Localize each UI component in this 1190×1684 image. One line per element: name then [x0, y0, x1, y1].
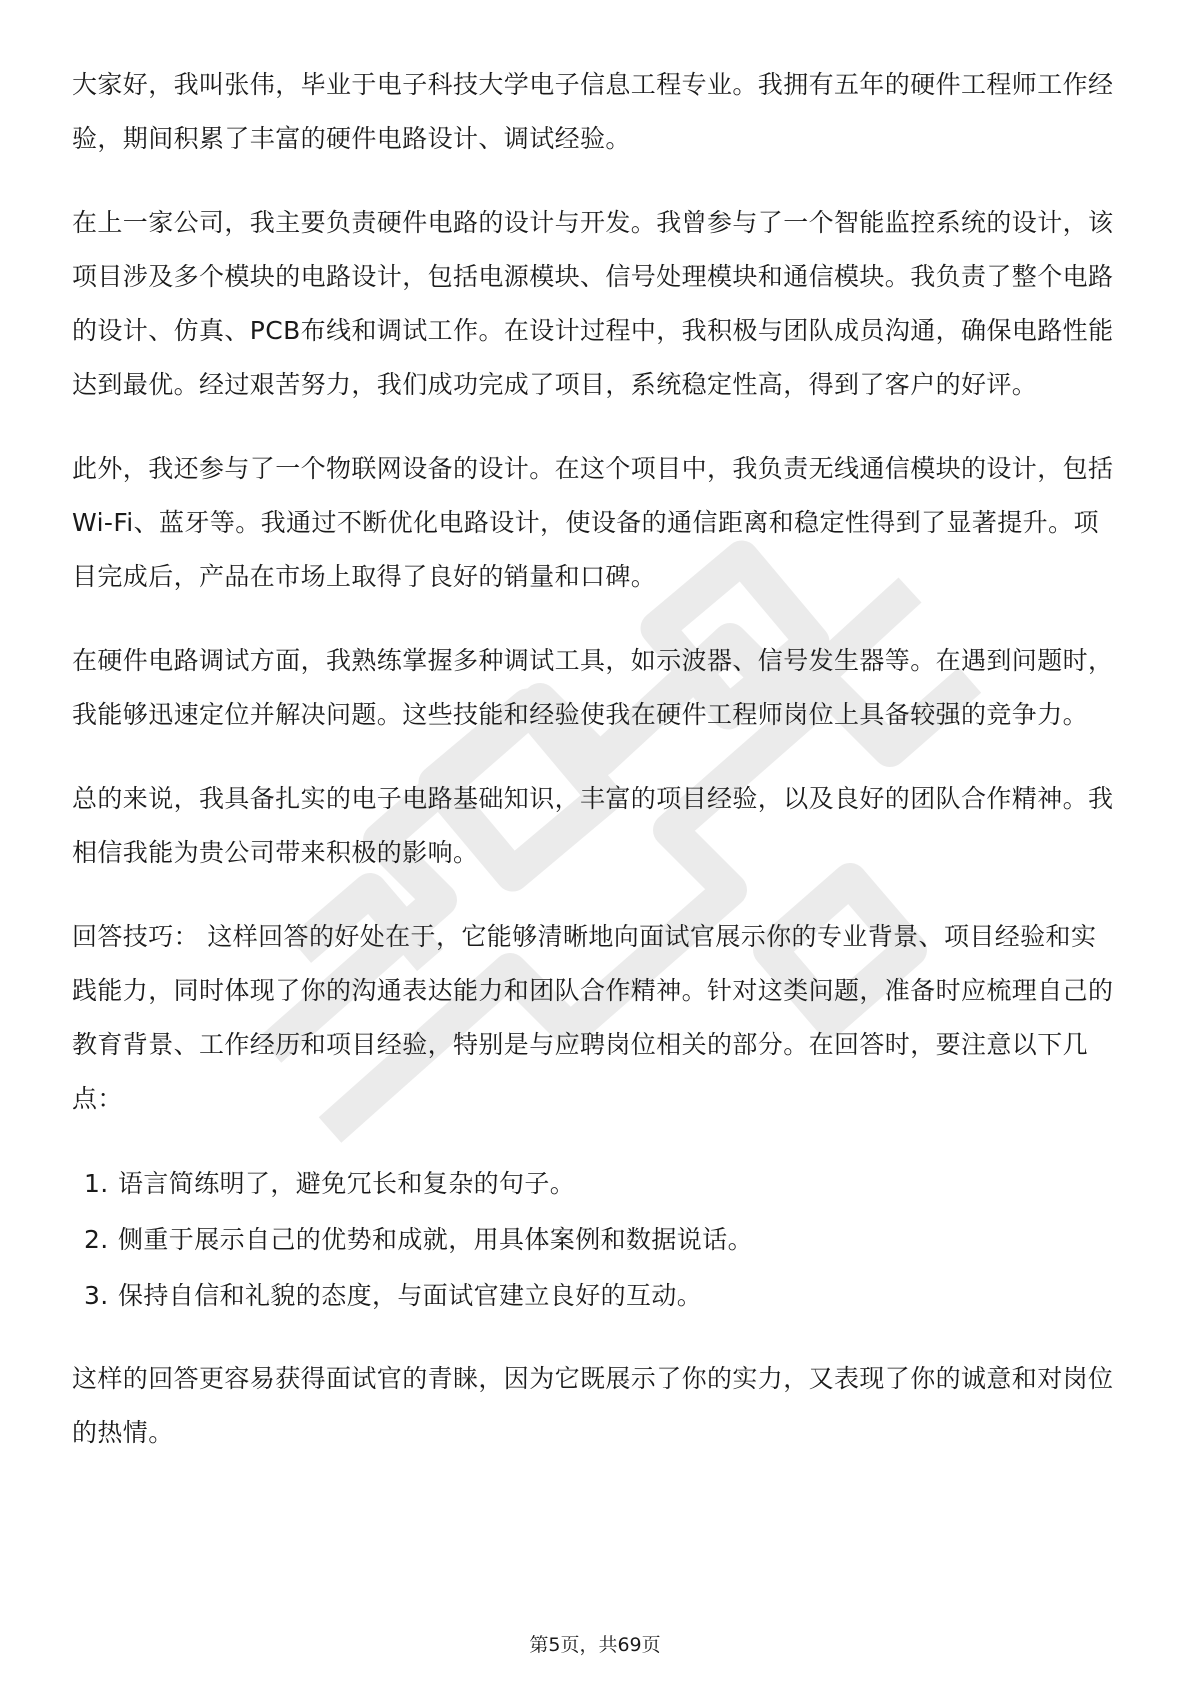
paragraph-intro: 大家好，我叫张伟，毕业于电子科技大学电子信息工程专业。我拥有五年的硬件工程师工作经验，期间积累了丰富的硬件电路设计、调试经验。	[72, 70, 1114, 153]
paragraph-answer-tips: 回答技巧： 这样回答的好处在于，它能够清晰地向面试官展示你的专业背景、项目经验和实践能力，同时体现了你的沟通表达能力和团队合作精神。针对这类问题，准备时应梳理自己的教育背景、工作经历和项目经验，特别是与应聘岗位相关的部分。在回答时，要注意以下几点：	[72, 922, 1114, 1113]
main-content	[72, 58, 1118, 1490]
list-item-number: 3.	[84, 1281, 109, 1310]
list-item	[72, 1212, 1118, 1268]
paragraph-summary: 总的来说，我具备扎实的电子电路基础知识，丰富的项目经验，以及良好的团队合作精神。我相信我能为贵公司带来积极的影响。	[72, 784, 1114, 867]
tips-list	[72, 1156, 1118, 1324]
list-item-text: 语言简练明了，避免冗长和复杂的句子。	[118, 1169, 576, 1198]
paragraph-previous-company: 在上一家公司，我主要负责硬件电路的设计与开发。我曾参与了一个智能监控系统的设计，该项目涉及多个模块的电路设计，包括电源模块、信号处理模块和通信模块。我负责了整个电路的设计、仿真、PCB布线和调试工作。在设计过程中，我积极与团队成员沟通，确保电路性能达到最优。经过艰苦努力，我们成功完成了项目，系统稳定性高，得到了客户的好评。	[72, 208, 1114, 399]
page-number-footer: 第5页，共69页	[529, 1634, 661, 1656]
list-item-text: 保持自信和礼貌的态度，与面试官建立良好的互动。	[118, 1281, 703, 1310]
list-item	[72, 1156, 1118, 1212]
list-item	[72, 1268, 1118, 1324]
list-item-text: 侧重于展示自己的优势和成就，用具体案例和数据说话。	[118, 1225, 754, 1254]
paragraph-iot-project: 此外，我还参与了一个物联网设备的设计。在这个项目中，我负责无线通信模块的设计，包括Wi-Fi、蓝牙等。我通过不断优化电路设计，使设备的通信距离和稳定性得到了显著提升。项目完成后，产品在市场上取得了良好的销量和口碑。	[72, 454, 1114, 591]
list-item-number: 2.	[84, 1225, 109, 1254]
paragraph-debugging: 在硬件电路调试方面，我熟练掌握多种调试工具，如示波器、信号发生器等。在遇到问题时，我能够迅速定位并解决问题。这些技能和经验使我在硬件工程师岗位上具备较强的竞争力。	[72, 646, 1114, 729]
list-item-number: 1.	[84, 1169, 109, 1198]
paragraph-closing: 这样的回答更容易获得面试官的青睐，因为它既展示了你的实力，又表现了你的诚意和对岗位的热情。	[72, 1364, 1114, 1447]
